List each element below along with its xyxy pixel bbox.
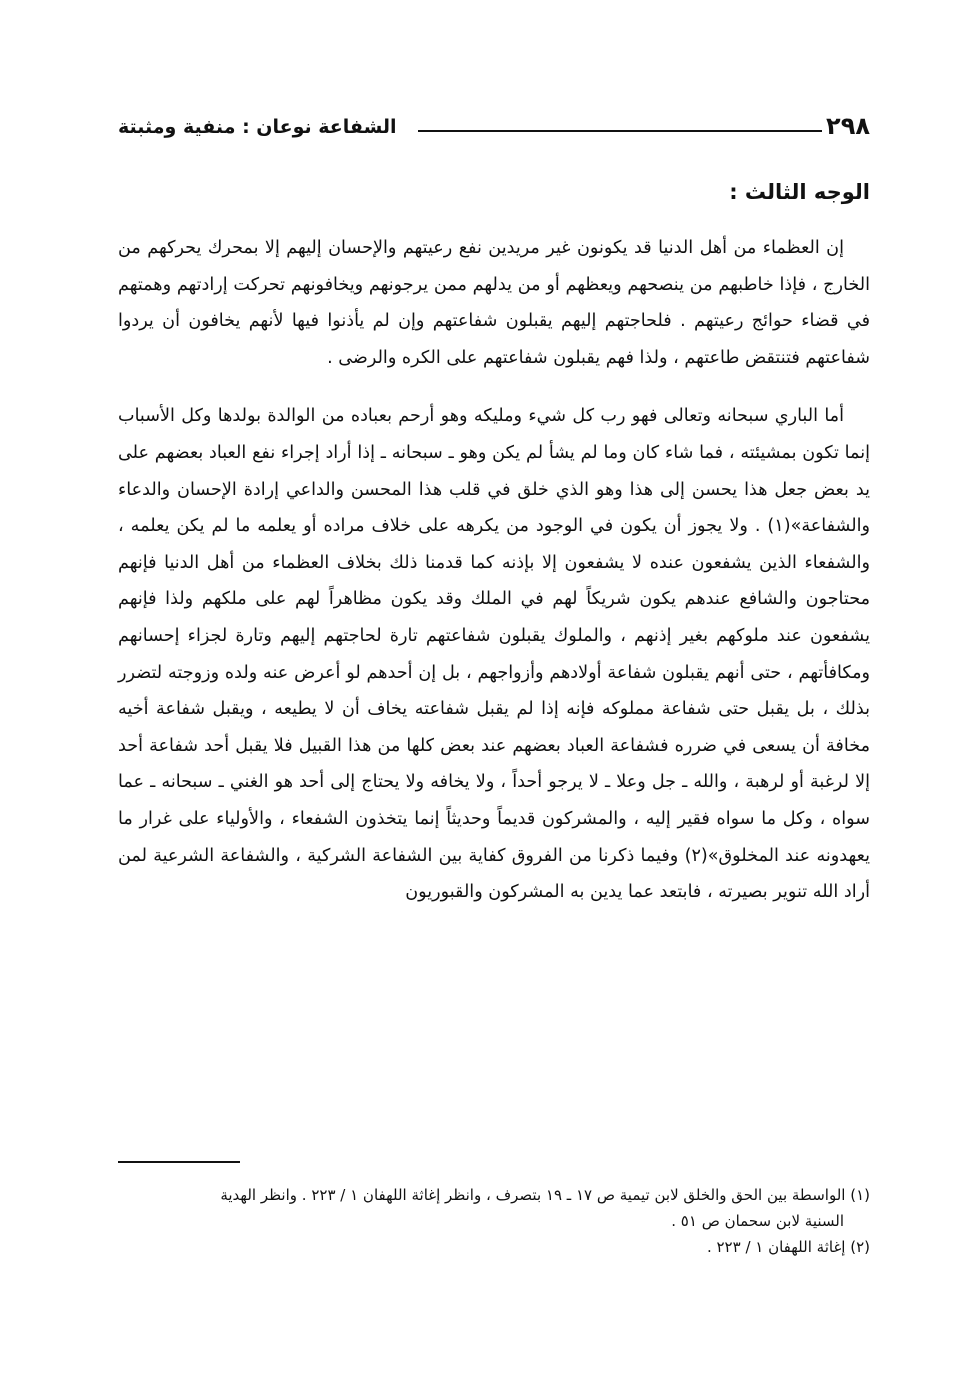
book-page <box>118 108 870 1308</box>
footnotes <box>118 1182 870 1260</box>
running-header <box>118 108 870 148</box>
page-number: ٢٩٨ <box>826 112 870 140</box>
paragraph-2: أما الباري سبحانه وتعالى فهو رب كل شيء ومليكه وهو أرحم بعباده من الوالدة بولدها وكل الأسباب إنما تكون بمشيئته ، فما شاء كان وما لم يشأ لم يكن وهو ـ سبحانه ـ إذا أراد إجراء نفع العباد بعضهم على يد بعض جعل هذا يحسن إلى هذا وهو الذي خلق في قلب هذا المحسن والداعي إرادة الإحسان والدعاء والشفاعة»(١) . ولا يجوز أن يكون في الوجود من يكرهه على خلاف مراده أو يعلمه ما لم يكن يعلمه ، والشفعاء الذين يشفعون عنده لا يشفعون إلا بإذنه كما قدمنا ذلك بخلاف العظماء من أهل الدنيا فإنهم محتاجون والشافع عندهم يكون شريكاً لهم في الملك وقد يكون مظاهراً لهم على ملكهم ولذا فإنهم يشفعون عند ملوكهم بغير إذنهم ، والملوك يقبلون شفاعتهم تارة لحاجتهم إليهم وتارة لجزاء إحسانهم ومكافأتهم ، حتى أنهم يقبلون شفاعة أولادهم وأزواجهم ، بل إن أحدهم لو أعرض عنه ولده وزوجته لتضرر بذلك ، بل يقبل حتى شفاعة مملوكه فإنه إذا لم يقبل شفاعته يخاف أن لا يطيعه ، ويقبل شفاعة أخيه مخافة أن يسعى في ضرره فشفاعة العباد بعضهم عند بعض كلها من هذا القبيل فلا يقبل أحد شفاعة أحد إلا لرغبة أو لرهبة ، والله ـ جل وعلا ـ لا يرجو أحداً ، ولا يخافه ولا يحتاج إلى أحد هو الغني ـ سبحانه ـ عما سواه ، وكل ما سواه فقير إليه ، والمشركون قديماً وحديثاً إنما يتخذون الشفعاء ، والأولياء على غرار ما يعهدونه عند المخلوق»(٢) وفيما ذكرنا من الفروق كفاية بين الشفاعة الشركية ، والشفاعة الشرعية لمن أراد الله تنوير بصيرته ، فابتعد عما يدين به المشركون والقبوريون <box>118 406 870 903</box>
footnote-separator <box>118 1161 240 1163</box>
footnote-1-continuation: السنية لابن سحمان ص ٥١ . <box>671 1212 844 1230</box>
paragraph-1: إن العظماء من أهل الدنيا قد يكونون غير مريدين نفع رعيتهم والإحسان إليهم إلا بمحرك يحركهم من الخارج ، فإذا خاطبهم من ينصحهم ويعظهم أو من يدلهم ممن يرجونهم ويخافونهم تحركت إرادتهم وهمتهم في قضاء حوائج رعيتهم . فلحاجتهم إليهم يقبلون شفاعتهم وإن لم يأذنوا فيها لأنهم يخافون أن يردوا شفاعتهم فتنتقض طاعتهم ، ولذا فهم يقبلون شفاعتهم على الكره والرضى . <box>118 238 870 368</box>
running-title: الشفاعة نوعان : منفية ومثبتة <box>118 116 397 138</box>
section-title: الوجه الثالث : <box>729 180 870 204</box>
footnote-1: (١) الواسطة بين الحق والخلق لابن تيمية ص ١٧ ـ ١٩ بتصرف ، وانظر إغاثة اللهفان ١ / ٢٢٣ . وانظر الهدية <box>220 1186 870 1204</box>
footnote-2: (٢) إغاثة اللهفان ١ / ٢٢٣ . <box>706 1238 870 1256</box>
header-rule <box>418 130 822 132</box>
